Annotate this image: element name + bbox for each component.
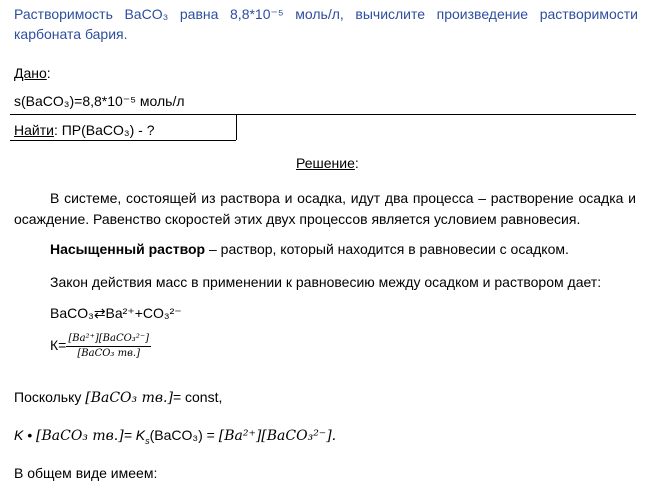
saturated-def-text: – раствор, который находится в равновесии с осадком.: [205, 241, 569, 257]
given-label: Дано: [14, 65, 47, 81]
given-heading: [14, 64, 51, 82]
k-numerator: [Ba²⁺][BaCO₃²⁻]: [66, 333, 151, 347]
mass-action-text: Закон действия масс в применении к равновесию между осадком и раствором дает:: [50, 274, 602, 290]
ksp-rhs: [Ba²⁺][BaCO₃²⁻].: [218, 428, 337, 444]
k-denominator: [BaCO₃ тв.]: [77, 348, 140, 359]
find-label: Найти: [14, 122, 54, 138]
ksp-sub: s: [145, 435, 150, 446]
since-term: [BaCO₃ тв.]: [85, 390, 173, 406]
find-line: [14, 121, 155, 139]
given-colon: :: [46, 65, 51, 81]
find-text: : ПР(BaCO₃) - ?: [53, 122, 155, 138]
table-rule-top: [10, 114, 636, 115]
ksp-prefix: K •: [14, 427, 37, 443]
given-value: s(BaCO₃)=8,8*10⁻⁵ моль/л: [14, 93, 185, 109]
ksp-mid: = K: [123, 427, 146, 443]
ksp-term: [BaCO₃ тв.]: [36, 428, 124, 444]
equilibrium-equation: BaCO₃⇄Ba²⁺+CO₃²⁻: [50, 305, 182, 321]
solution-label: Решение: [296, 155, 355, 171]
ksp-line: [14, 426, 336, 445]
k-fraction: [66, 333, 151, 360]
solution-colon: :: [354, 155, 359, 171]
table-rule-bottom: [10, 140, 236, 141]
saturated-term: Насыщенный раствор: [50, 241, 206, 257]
task-statement: Растворимость BaCO₃ равна 8,8*10⁻⁵ моль/л, вычислите произведение растворимости карбоната бария.: [14, 6, 638, 42]
since-suffix: = const,: [172, 389, 223, 405]
k-prefix: К=: [50, 337, 67, 354]
table-rule-vertical: [236, 114, 237, 140]
solution-heading: [296, 154, 359, 172]
paragraph-equilibrium: В системе, состоящей из раствора и осадка, идут два процесса – растворение осадка и осаждение. Равенство скоростей этих двух процессов является условием равновесия.: [14, 190, 636, 227]
ksp-paren: (BaCO₃) =: [149, 427, 219, 443]
since-line: [14, 388, 222, 407]
since-prefix: Поскольку: [14, 389, 86, 405]
general-form-text: В общем виде имеем:: [14, 465, 158, 481]
k-expression: [50, 333, 151, 360]
saturated-definition: [50, 240, 569, 258]
